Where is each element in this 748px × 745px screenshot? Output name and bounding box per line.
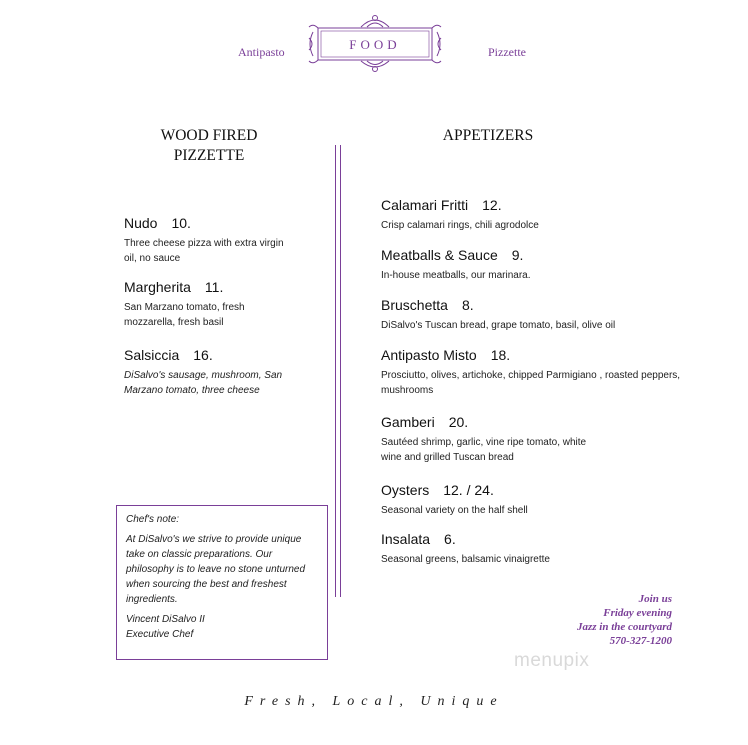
menupix-watermark: menupix: [514, 650, 590, 671]
item-description: Crisp calamari rings, chili agrodolce: [381, 220, 539, 231]
pizzette-heading-line1: WOOD FIRED: [160, 127, 258, 144]
item-description: Seasonal greens, balsamic vinaigrette: [381, 554, 550, 565]
jazz-line2: Friday evening: [603, 607, 672, 619]
item-price: 12. / 24.: [443, 482, 494, 498]
item-price: 16.: [193, 347, 213, 363]
chef-signature-title: Executive Chef: [126, 629, 194, 640]
item-price: 18.: [490, 347, 511, 363]
item-price: 12.: [482, 197, 502, 213]
jazz-announcement: [577, 592, 672, 648]
item-title: [381, 246, 691, 264]
item-title: [124, 346, 284, 364]
jazz-line1: Join us: [638, 593, 672, 605]
item-title: [381, 196, 691, 214]
item-name: Gamberi: [381, 414, 435, 430]
menu-item-nudo: [124, 214, 289, 266]
menu-item-gamberi: [381, 413, 601, 465]
item-name: Antipasto Misto: [381, 347, 477, 363]
pizzette-heading-line2: PIZZETTE: [173, 147, 245, 164]
item-price: 11.: [204, 279, 224, 295]
menu-item-meatballs-sauce: [381, 246, 691, 283]
item-description: Prosciutto, olives, artichoke, chipped Parmigiano , roasted peppers, mushrooms: [381, 370, 681, 396]
item-name: Nudo: [124, 215, 158, 231]
chef-signature-name: Vincent DiSalvo II: [126, 614, 205, 625]
menu-item-calamari-fritti: [381, 196, 691, 233]
menu-item-insalata: [381, 530, 691, 567]
item-description: In-house meatballs, our marinara.: [381, 270, 531, 281]
item-title: [124, 214, 289, 232]
tagline: Fresh, Local, Unique: [244, 694, 504, 709]
jazz-line3: Jazz in the courtyard: [576, 621, 672, 633]
appetizers-heading: APPETIZERS: [442, 127, 534, 144]
item-price: 9.: [511, 247, 524, 263]
item-name: Salsiccia: [124, 347, 180, 363]
item-description: DiSalvo's Tuscan bread, grape tomato, basil, olive oil: [381, 320, 616, 331]
nav-pizzette-link[interactable]: Pizzette: [488, 45, 526, 59]
item-title: [381, 481, 691, 499]
menu-item-salsiccia: [124, 346, 284, 398]
item-name: Meatballs & Sauce: [381, 247, 498, 263]
item-description: DiSalvo's sausage, mushroom, San Marzano tomato, three cheese: [124, 370, 283, 396]
chef-note-title: Chef's note:: [126, 514, 180, 525]
chef-note-body: At DiSalvo's we strive to provide unique take on classic preparations. Our philosophy is to leave no stone unturned when sourcing the best and freshest ingredients.: [126, 534, 306, 605]
item-title: [381, 413, 601, 431]
item-price: 10.: [171, 215, 191, 231]
item-name: Margherita: [124, 279, 191, 295]
item-name: Calamari Fritti: [381, 197, 469, 213]
menu-item-bruschetta: [381, 296, 691, 333]
item-price: 6.: [444, 531, 456, 547]
item-price: 8.: [461, 297, 474, 313]
item-name: Insalata: [381, 531, 431, 547]
item-title: [381, 530, 691, 548]
item-description: Seasonal variety on the half shell: [381, 505, 528, 516]
item-price: 20.: [448, 414, 469, 430]
item-title: [381, 296, 691, 314]
menu-item-antipasto-misto: [381, 346, 681, 398]
item-title: [381, 346, 681, 364]
chef-note-box: [116, 505, 328, 660]
pizzette-heading: [138, 126, 280, 166]
item-title: [124, 278, 284, 296]
item-description: Three cheese pizza with extra virgin oil, no sauce: [124, 238, 284, 264]
item-name: Oysters: [381, 482, 430, 498]
item-description: San Marzano tomato, fresh mozzarella, fresh basil: [124, 302, 245, 328]
jazz-phone: 570-327-1200: [609, 635, 672, 647]
menu-item-margherita: [124, 278, 284, 330]
vertical-divider: [335, 145, 341, 597]
item-name: Bruschetta: [381, 297, 448, 313]
food-title: FOOD: [349, 37, 401, 52]
nav-antipasto-link[interactable]: Antipasto: [238, 45, 285, 59]
menu-item-oysters: [381, 481, 691, 518]
item-description: Sautéed shrimp, garlic, vine ripe tomato, white wine and grilled Tuscan bread: [381, 437, 587, 463]
